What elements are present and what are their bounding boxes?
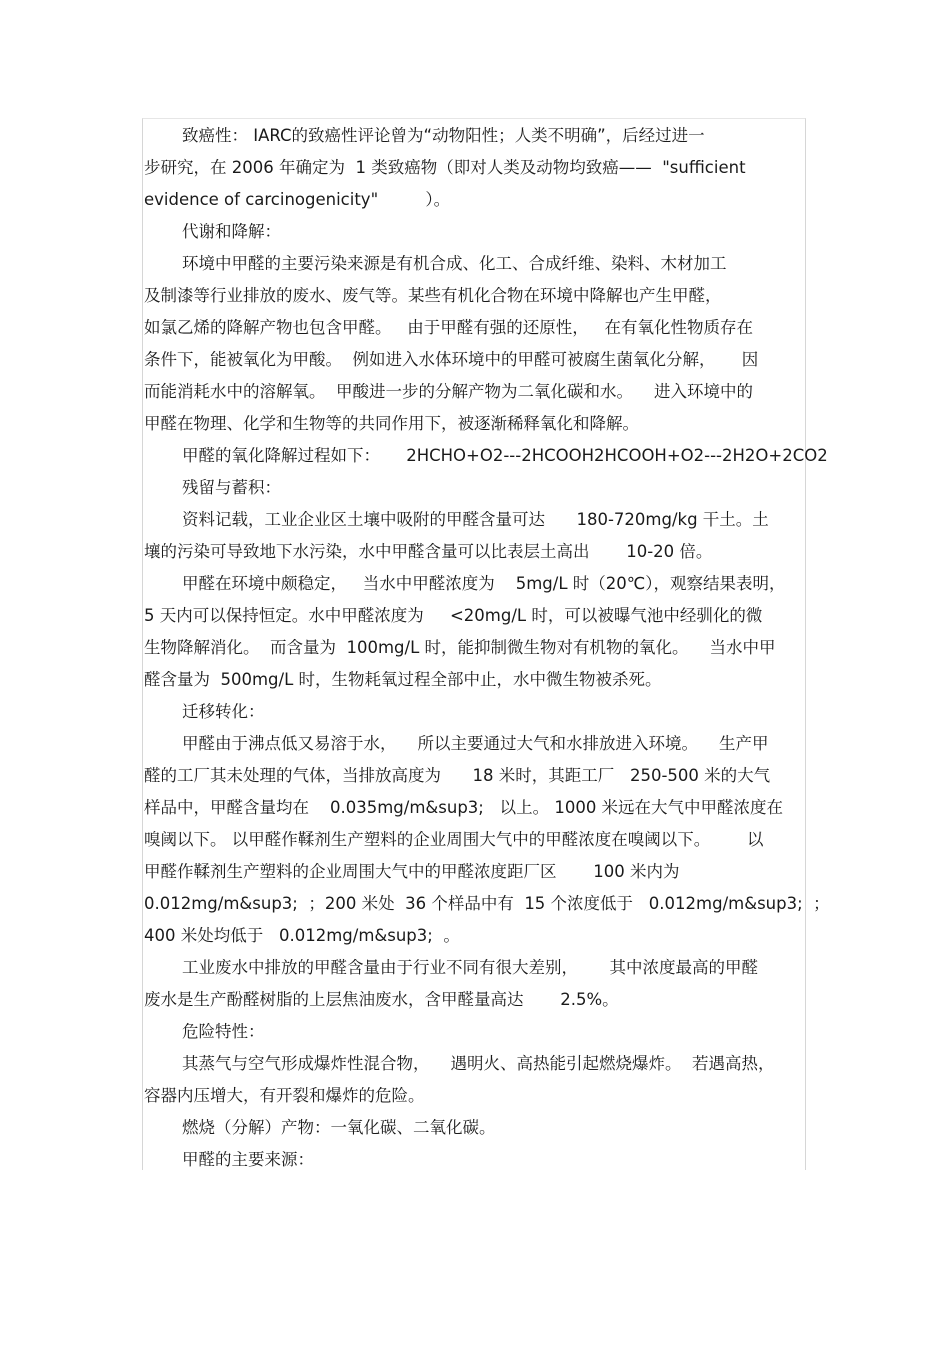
migration-paragraph-line-7: 400 米处均低于 0.012mg/m&sup3; 。 — [144, 926, 460, 945]
wastewater-paragraph-line-1: 工业废水中排放的甲醛含量由于行业不同有很大差别， 其中浓度最高的甲醛 — [182, 958, 758, 977]
residue-paragraph-line-1: 资料记载，工业企业区土壤中吸附的甲醛含量可达 180-720mg/kg 干土。土 — [182, 510, 769, 529]
metabolism-paragraph-line-2: 及制漆等行业排放的废水、废气等。某些有机化合物在环境中降解也产生甲醛， — [144, 286, 722, 305]
combustion-products-line: 燃烧（分解）产物：一氧化碳、二氧化碳。 — [182, 1118, 496, 1137]
heading-metabolism: 代谢和降解： — [182, 222, 281, 241]
heading-hazard: 危险特性： — [182, 1022, 265, 1041]
stability-paragraph-line-1: 甲醛在环境中颇稳定， 当水中甲醛浓度为 5mg/L 时（20℃），观察结果表明， — [182, 574, 786, 593]
oxidation-equation-line: 甲醛的氧化降解过程如下： 2HCHO+O2---2HCOOH2HCOOH+O2---2H2O+2CO2 — [182, 446, 828, 465]
migration-paragraph-line-6: 0.012mg/m&sup3; ；200 米处 36 个样品中有 15 个浓度低于 0.012mg/m&sup3; ； — [144, 894, 830, 913]
metabolism-paragraph-line-5: 而能消耗水中的溶解氧。 甲酸进一步的分解产物为二氧化碳和水。 进入环境中的 — [144, 382, 753, 401]
migration-paragraph-line-4: 嗅阈以下。 以甲醛作鞣剂生产塑料的企业周围大气中的甲醛浓度在嗅阈以下。 以 — [144, 830, 764, 849]
residue-paragraph-line-2: 壤的污染可导致地下水污染，水中甲醛含量可以比表层土高出 10-20 倍。 — [144, 542, 713, 561]
metabolism-paragraph-line-3: 如氯乙烯的降解产物也包含甲醛。 由于甲醛有强的还原性， 在有氧化性物质存在 — [144, 318, 753, 337]
migration-paragraph-line-5: 甲醛作鞣剂生产塑料的企业周围大气中的甲醛浓度距厂区 100 米内为 — [144, 862, 680, 881]
stability-paragraph-line-3: 生物降解消化。 而含量为 100mg/L 时，能抑制微生物对有机物的氧化。 当水中甲 — [144, 638, 776, 657]
metabolism-paragraph-line-1: 环境中甲醛的主要污染来源是有机合成、化工、合成纤维、染料、木材加工 — [182, 254, 727, 273]
carcinogenicity-paragraph-line-1: 致癌性： IARC的致癌性评论曾为“动物阳性；人类不明确”，后经过进一 — [182, 126, 705, 145]
stability-paragraph-line-4: 醛含量为 500mg/L 时，生物耗氧过程全部中止，水中微生物被杀死。 — [144, 670, 662, 689]
stability-paragraph-line-2: 5 天内可以保持恒定。水中甲醛浓度为 <20mg/L 时，可以被曝气池中经驯化的微 — [144, 606, 763, 625]
hazard-paragraph-line-1: 其蒸气与空气形成爆炸性混合物， 遇明火、高热能引起燃烧爆炸。 若遇高热， — [182, 1054, 775, 1073]
heading-main-sources: 甲醛的主要来源： — [182, 1150, 314, 1169]
migration-paragraph-line-2: 醛的工厂其未处理的气体，当排放高度为 18 米时，其距工厂 250-500 米的大气 — [144, 766, 771, 785]
migration-paragraph-line-3: 样品中，甲醛含量均在 0.035mg/m&sup3; 以上。 1000 米远在大气中甲醛浓度在 — [144, 798, 784, 817]
hazard-paragraph-line-2: 容器内压增大，有开裂和爆炸的危险。 — [144, 1086, 425, 1105]
heading-migration: 迁移转化： — [182, 702, 265, 721]
metabolism-paragraph-line-4: 条件下，能被氧化为甲酸。 例如进入水体环境中的甲醛可被腐生菌氧化分解， 因 — [144, 350, 759, 369]
wastewater-paragraph-line-2: 废水是生产酚醛树脂的上层焦油废水，含甲醛量高达 2.5%。 — [144, 990, 619, 1009]
metabolism-paragraph-line-6: 甲醛在物理、化学和生物等的共同作用下，被逐渐稀释氧化和降解。 — [144, 414, 639, 433]
carcinogenicity-paragraph-line-2: 步研究，在 2006 年确定为 1 类致癌物（即对人类及动物均致癌—— "sufficient — [144, 158, 746, 177]
heading-residue: 残留与蓄积： — [182, 478, 281, 497]
migration-paragraph-line-1: 甲醛由于沸点低又易溶于水， 所以主要通过大气和水排放进入环境。 生产甲 — [182, 734, 769, 753]
carcinogenicity-paragraph-line-3: evidence of carcinogenicity" ）。 — [144, 190, 451, 209]
